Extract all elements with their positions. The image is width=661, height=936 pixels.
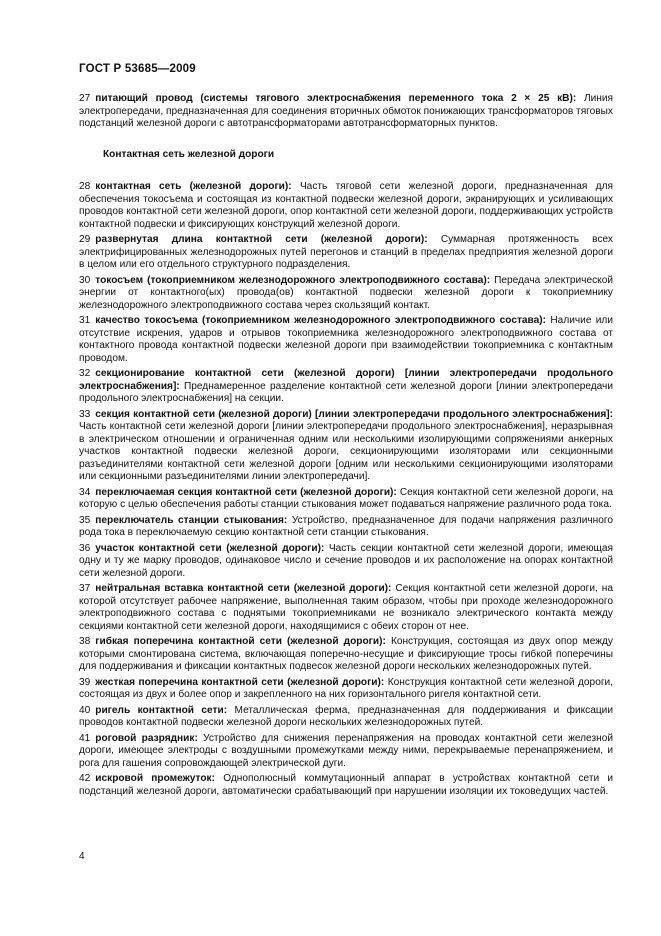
entry-term: искровой промежуток: xyxy=(95,773,216,784)
term-entry xyxy=(79,705,613,730)
entry-term: роговой разрядник: xyxy=(95,732,198,744)
entry-definition: Однополюсный коммутационный аппарат в устройствах контактной сети и подстанций железной дороги, автоматически срабатывающий при нарушении изоляции их токоведущих частей. xyxy=(79,773,613,797)
entry-number: 34 xyxy=(79,486,91,498)
term-entry xyxy=(79,93,613,131)
entry-term: нейтральная вставка контактной сети (железной дороги): xyxy=(95,583,392,594)
entry-definition: Устройство для снижения перенапряжения на проводах контактной сети железной дороги, имеющее электроды с воздушными промежутками между ними, перекрываемые перенапряжением, и рога для гашения сопровождающей электрической дуги. xyxy=(79,732,613,769)
term-entry xyxy=(79,275,613,313)
entry-definition: Линия электропередачи, предназначенная для соединения вторичных обмоток понижающих трансформаторов тяговых подстанций железной дороги с автотрансформаторами автотрансформаторных пунктов. xyxy=(79,93,613,129)
entry-definition: Конструкция контактной сети железной дороги, состоящая из двух и более опор и закрепленного на них горизонтального ригеля контактной сети. xyxy=(79,676,613,700)
entry-term: переключатель станции стыкования: xyxy=(95,514,288,526)
entry-definition: Часть тяговой сети железной дороги, предназначенная для обеспечения токосъема и состоящая из контактной подвески железной дороги, экранирующих и усиливающих проводов контактной сети железной дороги, опор контактной сети железной дороги, поддерживающих устройств контактной подвески и фиксирующих конструкций железной дороги. xyxy=(79,181,613,230)
term-entry xyxy=(79,315,613,365)
entry-number: 38 xyxy=(79,636,91,647)
entry-term: секция контактной сети (железной дороги) [линии электропередачи продольного электроснабжения]: xyxy=(95,408,613,420)
entry-number: 36 xyxy=(79,542,91,554)
entry-term: ригель контактной сети: xyxy=(95,704,228,716)
term-entry xyxy=(79,636,613,674)
term-entry xyxy=(79,733,613,771)
entry-term: участок контактной сети (железной дороги): xyxy=(95,542,325,554)
entry-number: 41 xyxy=(79,732,91,744)
entry-definition: Часть секции контактной сети железной дороги, имеющая одну и ту же марку проводов, одинаковое число и сечение проводов и их расположение на опорах контактной сети железной дороги. xyxy=(79,542,613,579)
entry-number: 28 xyxy=(79,181,91,192)
document-header: ГОСТ Р 53685—2009 xyxy=(79,63,196,75)
entry-number: 33 xyxy=(79,408,91,420)
entry-number: 27 xyxy=(79,93,91,104)
term-entry xyxy=(79,368,613,406)
entry-definition: Секция контактной сети железной дороги, на которой отсутствует рабочее напряжение, выполненная таким образом, чтобы при проходе железнодорожного электроподвижного состава с поднятыми токоприемниками не возникало электрического контакта между секциями контактной сети железной дороги, находящимися с обеих сторон от нее. xyxy=(79,583,613,632)
term-entry xyxy=(79,234,613,272)
document-body xyxy=(79,93,613,801)
entry-definition: Часть контактной сети железной дороги [линии электропередачи продольного электроснабжения], неразрывная в электрическом отношении и ограниченная одним или несколькими изолирующими сопряжениями анкерных участков контактной подвески железной дороги, секционирующими изоляторами или секционными разъединителями контактной сети железной дороги [одним или несколькими секционирующими изоляторами или секционными разъединителями линии электропередачи]. xyxy=(79,421,613,482)
entry-number: 39 xyxy=(79,676,91,688)
entry-term: развернутая длина контактной сети (железной дороги): xyxy=(95,234,428,245)
entry-definition: Металлическая ферма, предназначенная для поддерживания и фиксации проводов контактной подвески железной дороги нескольких железнодорожных путей. xyxy=(79,704,613,728)
entry-number: 30 xyxy=(79,274,91,286)
term-entry xyxy=(79,583,613,633)
entry-definition: Суммарная протяженность всех электрифицированных железнодорожных путей перегонов и станций в пределах предприятия железной дороги в целом или его отдельного структурного подразделения. xyxy=(79,234,613,270)
page-number: 4 xyxy=(79,851,85,862)
entry-term: контактная сеть (железной дороги): xyxy=(95,181,292,192)
entry-number: 31 xyxy=(79,315,91,326)
entry-number: 40 xyxy=(79,704,91,716)
term-entry xyxy=(79,409,613,484)
entry-term: переключаемая секция контактной сети (железной дороги): xyxy=(95,486,397,498)
entry-definition: Секция контактной сети железной дороги, на которую с целью обеспечения работы станции стыкования может подаваться напряжение различного рода тока. xyxy=(79,486,613,510)
entry-term: гибкая поперечина контактной сети (железной дороги): xyxy=(95,636,386,647)
term-entry xyxy=(79,181,613,231)
term-entry xyxy=(79,677,613,702)
entry-definition: Передача электрической энергии от контактного(ых) провода(ов) контактной подвески железной дороги к токоприемнику железнодорожного электроподвижного состава через скользящий контакт. xyxy=(79,274,613,311)
entry-term: жесткая поперечина контактной сети (железной дороги): xyxy=(95,676,385,688)
entry-number: 32 xyxy=(79,368,91,379)
entry-term: секционирование контактной сети (железной дороги) [линии электропередачи продольного электроснабжения]: xyxy=(79,368,613,392)
entry-definition: Преднамеренное разделение контактной сети железной дороги [линии электропередачи продольного электроснабжения] на секции. xyxy=(79,380,613,404)
entry-term: токосъем (токоприемником железнодорожного электроподвижного состава): xyxy=(95,274,491,286)
term-entry xyxy=(79,515,613,540)
entry-number: 37 xyxy=(79,583,91,594)
section-title: Контактная сеть железной дороги xyxy=(103,148,275,160)
entry-term: качество токосъема (токоприемником железнодорожного электроподвижного состава): xyxy=(95,315,547,326)
entry-number: 35 xyxy=(79,514,91,526)
term-entry xyxy=(79,543,613,581)
entry-number: 42 xyxy=(79,773,91,784)
term-entry xyxy=(79,773,613,798)
entry-definition: Конструкция, состоящая из двух опор между которыми смонтирована система, включающая поперечно-несущие и фиксирующие тросы гибкой поперечины для поддерживания и фиксации контактных подвесок железной дороги нескольких железнодорожных путей. xyxy=(79,636,613,672)
entry-definition: Устройство, предназначенное для подачи напряжения различного рода тока в переключаемую секцию контактной сети станции стыкования. xyxy=(79,514,613,538)
term-entry xyxy=(79,487,613,512)
entry-number: 29 xyxy=(79,234,91,245)
entry-term: питающий провод (системы тягового электроснабжения переменного тока 2 × 25 кВ): xyxy=(95,93,577,104)
entry-definition: Наличие или отсутствие искрения, ударов и отрывов токоприемника железнодорожного электроподвижного состава от контактного провода контактной подвески железной дороги при взаимодействии токоприемника с контактным проводом. xyxy=(79,315,613,364)
